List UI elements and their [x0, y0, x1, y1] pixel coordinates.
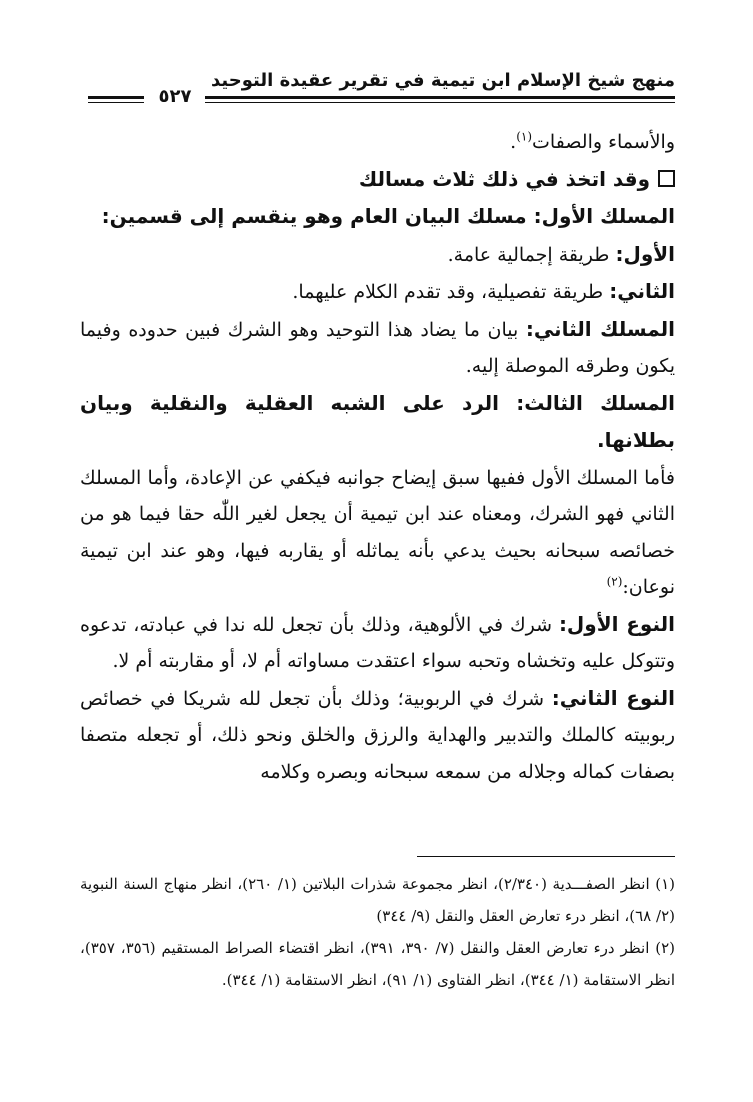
footnote-separator: [417, 856, 675, 857]
second-type: [80, 273, 675, 311]
footnote-1: (١) انظر الصفـــدية (٢/٣٤٠)، انظر مجموعة شذرات البلاتين (١/ ٢٦٠)، انظر منهاج السنة النبوية (٢/ ٦٨)، انظر درء تعارض العقل والنقل (٩/ ٣٤٤): [80, 875, 675, 925]
type-one-text: شرك في الألوهية، وذلك بأن تجعل لله ندا في عبادته، تدعوه وتتوكل عليه وتخشاه وتحبه سواء اعتقدت مساواته أم لا، أو مقاربته أم لا.: [80, 613, 675, 672]
first-type-label: الأول:: [615, 241, 675, 266]
header-rule-short: [88, 96, 144, 103]
path-three: [80, 385, 675, 460]
paragraph-shirk: [80, 460, 675, 606]
checkbox-square-icon: [658, 170, 675, 187]
type-two: [80, 680, 675, 791]
paragraph-intro: [80, 124, 675, 161]
footnote-ref-2: (٢): [606, 574, 623, 589]
type-one-label: النوع الأول:: [558, 611, 675, 636]
second-type-label: الثاني:: [609, 279, 675, 303]
page-number: ٥٢٧: [158, 86, 192, 107]
intro-text: والأسماء والصفات: [532, 131, 675, 153]
path-two-text: بيان ما يضاد هذا التوحيد وهو الشرك فبين حدوده وفيما يكون وطرقه الموصلة إليه.: [80, 318, 675, 377]
paragraph-shirk-text: فأما المسلك الأول ففيها سبق إيضاح جوانبه فيكفي عن الإعادة، وأما المسلك الثاني فهو الشرك، ومعناه عند ابن تيمية أن يجعل لغير اللّٰه حقا فيما هو من خصائصه سبحانه بحيث يدعي بأنه يماثله أو يقاربه فيها، وهو عند ابن تيمية نوعان:: [80, 466, 675, 598]
type-one: [80, 606, 675, 680]
footnote-2: (٢) انظر درء تعارض العقل والنقل (٧/ ٣٩٠، ٣٩١)، انظر اقتضاء الصراط المستقيم (٣٥٦، ٣٥٧)، انظر الاستقامة (١/ ٣٤٤)، انظر الفتاوى (١/ ٩١)، انظر الاستقامة (١/ ٣٤٤).: [80, 939, 676, 989]
path-one-text: المسلك الأول: مسلك البيان العام وهو ينقسم إلى قسمين:: [101, 204, 675, 228]
section-heading-text: وقد اتخذ في ذلك ثلاث مسالك: [358, 166, 650, 191]
first-type-text: طريقة إجمالية عامة.: [447, 243, 616, 266]
path-two-label: المسلك الثاني:: [525, 316, 675, 341]
path-two: [80, 311, 675, 385]
type-two-text: شرك في الربوبية؛ وذلك بأن تجعل لله شريكا في خصائص ربوبيته كالملك والتدبير والهداية والرزق والخلق ونحو ذلك، أو تجعله متصفا بصفات كماله وجلاله من سمعه سبحانه وبصره وكلامه: [80, 687, 675, 783]
path-three-text: المسلك الثالث: الرد على الشبه العقلية والنقلية وبيان بطلانها.: [80, 390, 675, 452]
footnotes: [80, 868, 675, 996]
footnote-ref-1: (١): [516, 129, 533, 144]
section-heading: [80, 161, 675, 199]
path-one: [80, 198, 675, 236]
first-type: [80, 236, 675, 274]
main-text: [80, 124, 675, 790]
header-rule: [205, 96, 675, 103]
second-type-text: طريقة تفصيلية، وقد تقدم الكلام عليهما.: [292, 281, 610, 303]
running-header-title: منهج شيخ الإسلام ابن تيمية في تقرير عقيدة التوحيد: [211, 70, 675, 91]
type-two-label: النوع الثاني:: [551, 685, 675, 710]
intro-end: .: [510, 131, 517, 153]
